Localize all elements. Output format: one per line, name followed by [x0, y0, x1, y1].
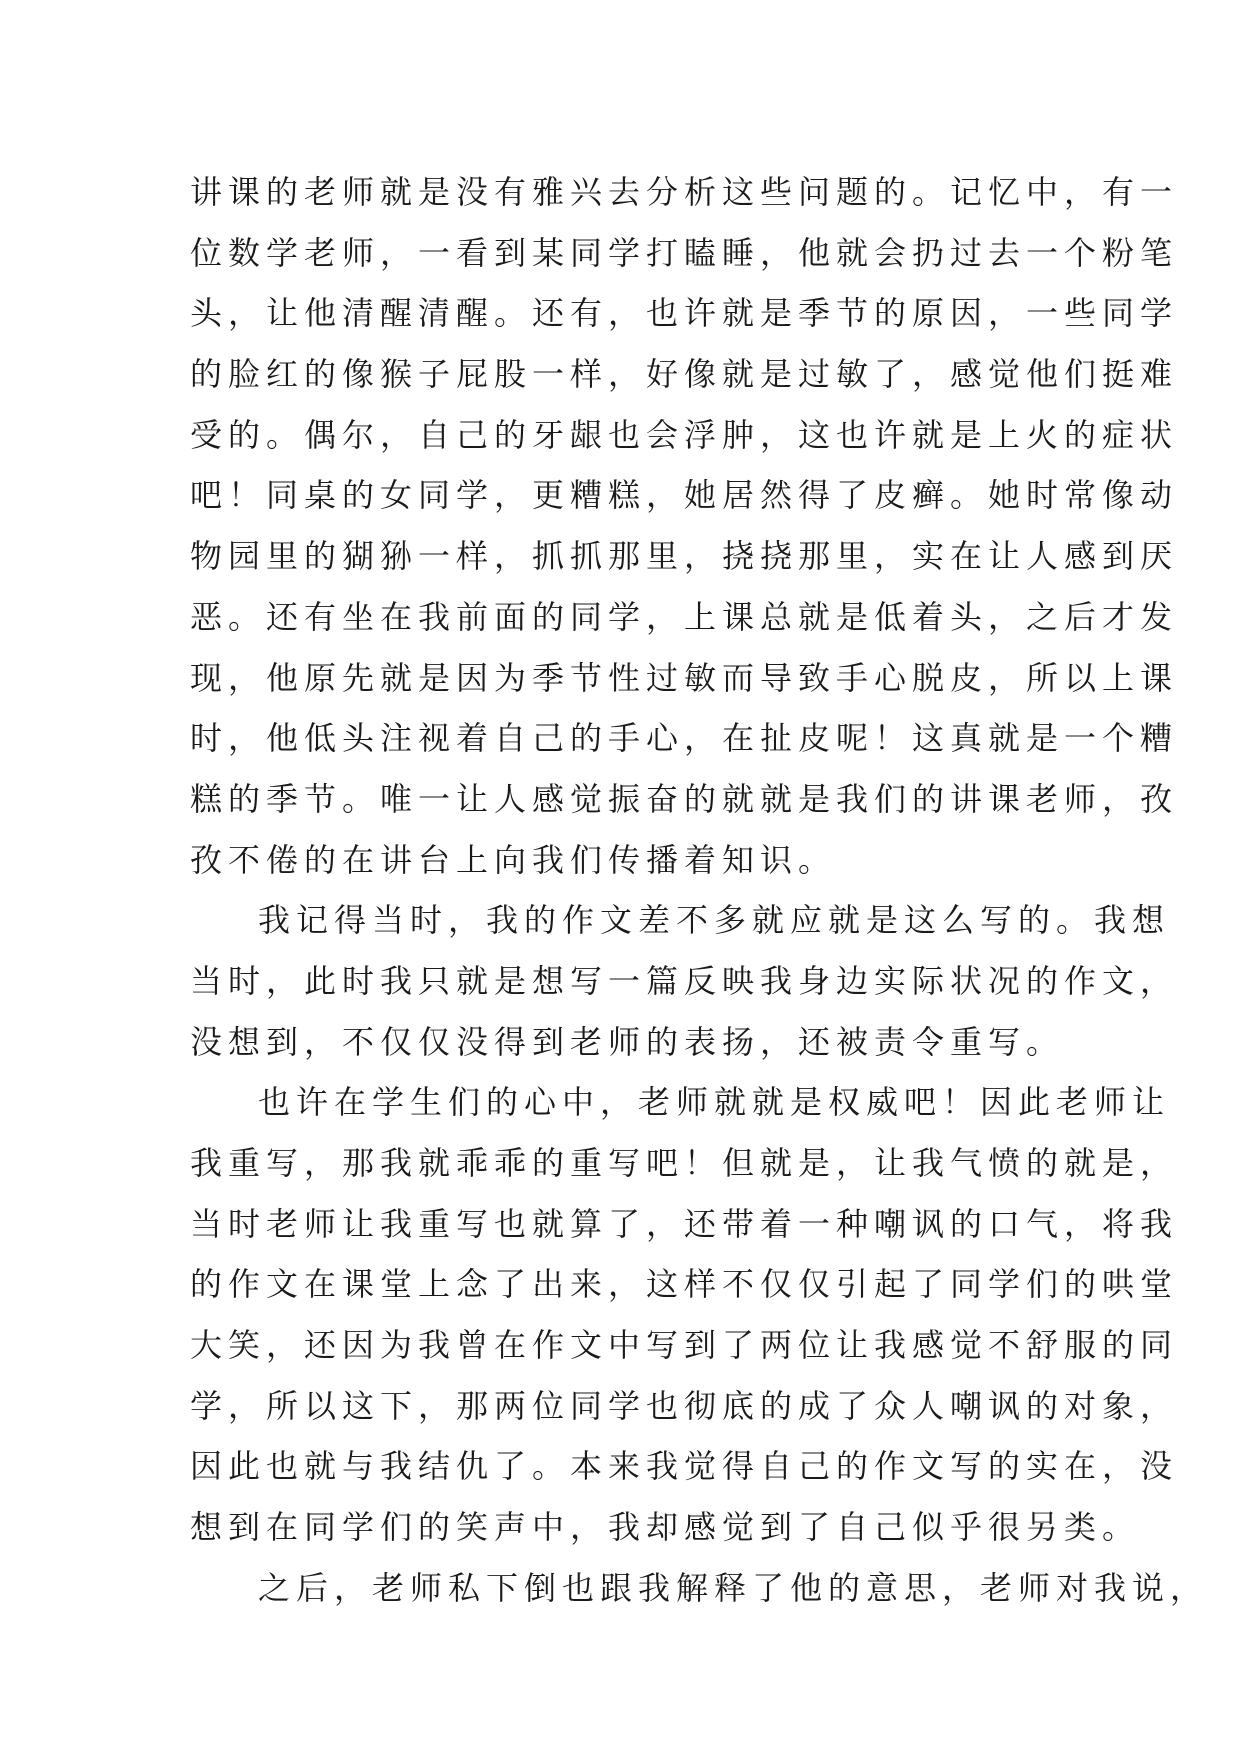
text-line: 位数学老师，一看到某同学打瞌睡，他就会扔过去一个粉笔 [190, 233, 1179, 272]
text-line: 学，所以这下，那两位同学也彻底的成了众人嘲讽的对象， [190, 1386, 1179, 1425]
text-line: 的作文在课堂上念了出来，这样不仅仅引起了同学们的哄堂 [190, 1265, 1179, 1304]
text-line: 时，他低头注视着自己的手心，在扯皮呢！这真就是一个糟 [190, 719, 1179, 758]
text-line: 受的。偶尔，自己的牙龈也会浮肿，这也许就是上火的症状 [190, 415, 1179, 454]
text-line: 想到在同学们的笑声中，我却感觉到了自己似乎很另类。 [190, 1508, 1141, 1547]
text-line: 孜不倦的在讲台上向我们传播着知识。 [190, 840, 837, 879]
text-line: 大笑，还因为我曾在作文中写到了两位让我感觉不舒服的同 [190, 1326, 1179, 1365]
text-line: 头，让他清醒清醒。还有，也许就是季节的原因，一些同学 [190, 294, 1179, 333]
paragraph-first-line: 我记得当时，我的作文差不多就应就是这么写的。我想 [258, 901, 1171, 940]
text-line: 没想到，不仅仅没得到老师的表扬，还被责令重写。 [190, 1022, 1065, 1061]
paragraph-first-line: 也许在学生们的心中，老师就就是权威吧！因此老师让 [258, 1083, 1171, 1122]
body-text [190, 162, 1209, 1619]
text-line: 当时老师让我重写也就算了，还带着一种嘲讽的口气，将我 [190, 1204, 1179, 1243]
text-line: 我重写，那我就乖乖的重写吧！但就是，让我气愤的就是， [190, 1144, 1179, 1182]
text-line: 糕的季节。唯一让人感觉振奋的就就是我们的讲课老师，孜 [190, 779, 1179, 818]
paragraph-first-line: 之后，老师私下倒也跟我解释了他的意思，老师对我说， [258, 1568, 1209, 1607]
text-line: 吧！同桌的女同学，更糟糕，她居然得了皮癣。她时常像动 [190, 476, 1179, 515]
text-line: 当时，此时我只就是想写一篇反映我身边实际状况的作文， [190, 961, 1179, 1000]
text-line: 因此也就与我结仇了。本来我觉得自己的作文写的实在，没 [190, 1447, 1179, 1486]
text-line: 恶。还有坐在我前面的同学，上课总就是低着头，之后才发 [190, 597, 1179, 636]
text-line: 物园里的猢狲一样，抓抓那里，挠挠那里，实在让人感到厌 [190, 537, 1179, 576]
text-line: 的脸红的像猴子屁股一样，好像就是过敏了，感觉他们挺难 [190, 355, 1179, 394]
text-line: 现，他原先就是因为季节性过敏而导致手心脱皮，所以上课 [190, 658, 1179, 697]
text-line: 讲课的老师就是没有雅兴去分析这些问题的。记忆中，有一 [190, 173, 1179, 211]
